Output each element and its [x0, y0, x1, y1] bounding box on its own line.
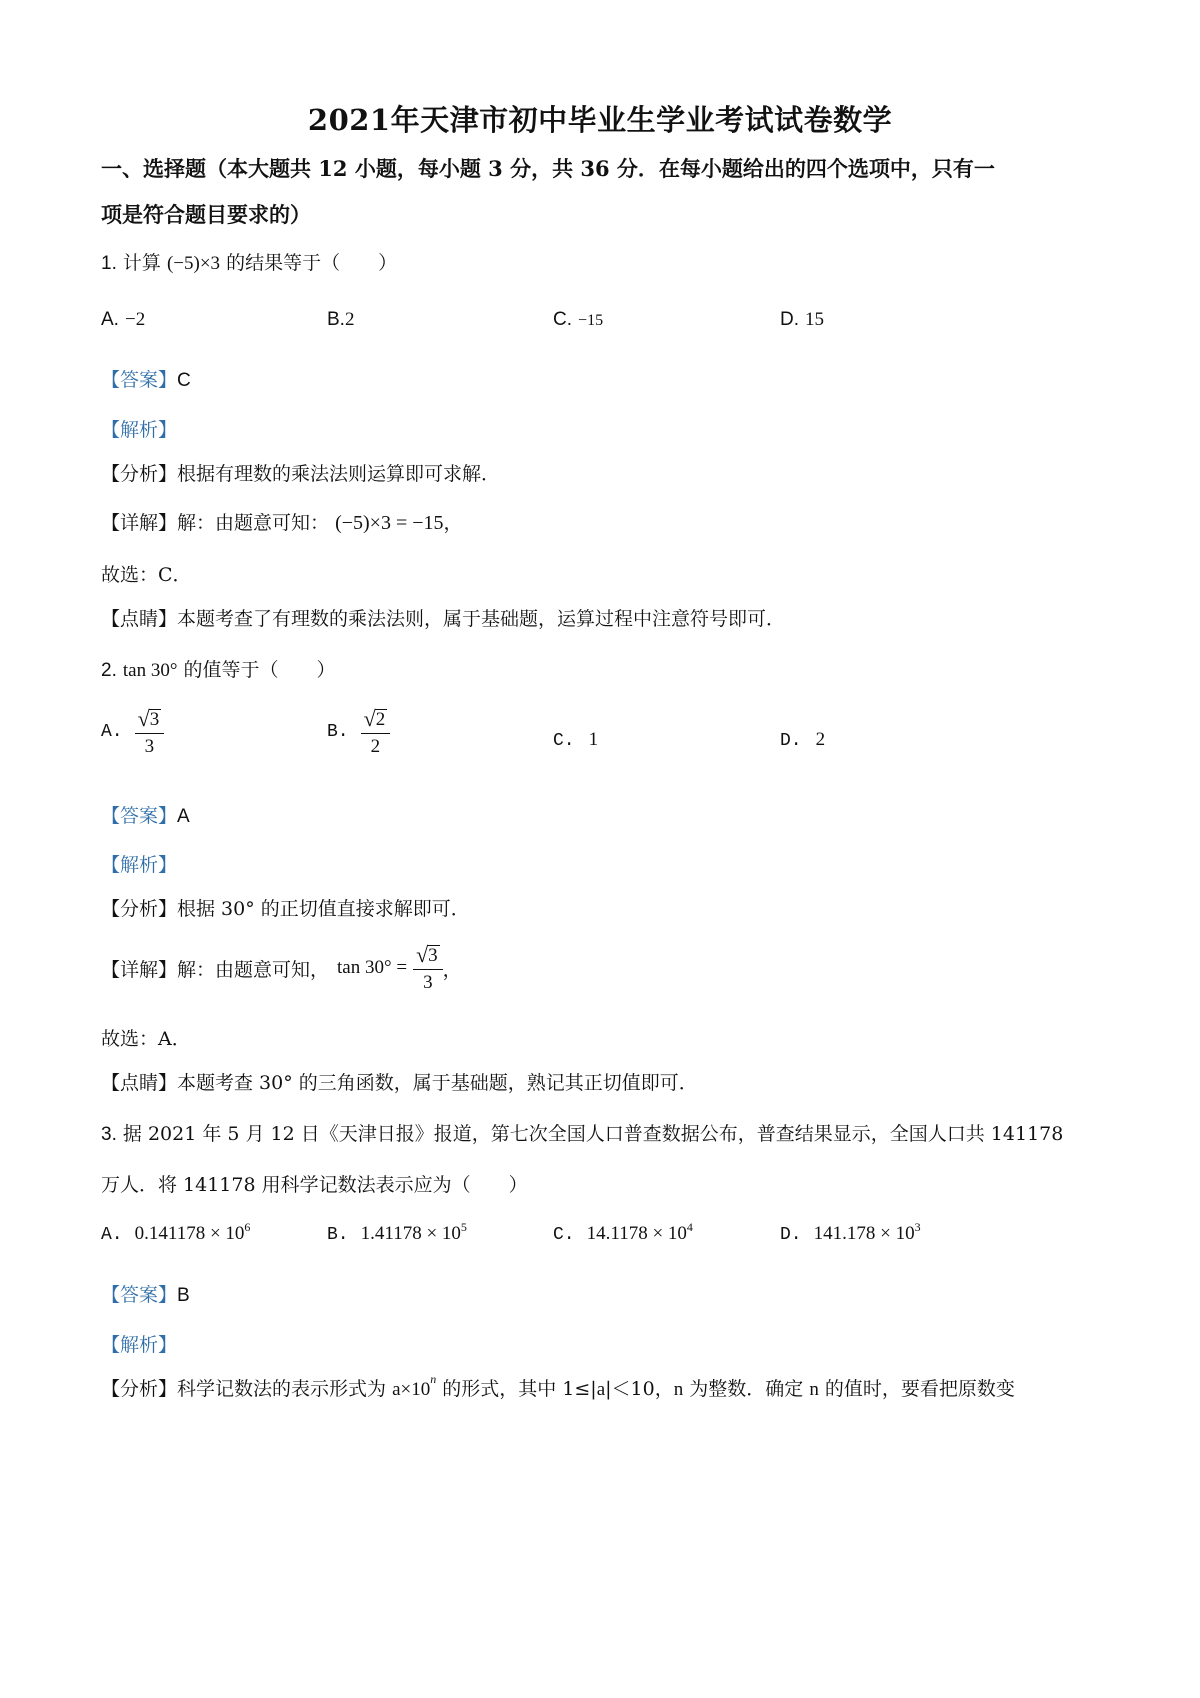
q2-detail — [101, 944, 462, 993]
q2-option-a — [101, 708, 164, 757]
q1-analysis — [101, 459, 500, 486]
q2-analysis-text: 根据 30° 的正切值直接求解即可． — [177, 898, 470, 920]
q1-detail-expression: (−5)×3 = −15 — [335, 512, 444, 534]
q1-analysis-tag: 【分析】 — [101, 463, 178, 485]
q3-analysis-text-d: 为整数．确定 — [683, 1378, 810, 1400]
q1-stem — [101, 248, 397, 275]
q1-option-b-label: B. — [327, 309, 345, 330]
q3-option-a-mantissa: 0.141178 × 10 — [134, 1223, 245, 1244]
q1-analysis-text: 根据有理数的乘法法则运算即可求解． — [177, 463, 501, 485]
q2-option-d-value: 2 — [815, 729, 826, 750]
q2-option-c — [553, 728, 598, 751]
q3-option-a-label: A. — [101, 1225, 123, 1245]
q1-detail-post: ， — [443, 512, 463, 534]
q2-answer — [101, 801, 190, 828]
q1-option-d-label: D. — [780, 309, 799, 330]
q3-option-b-mantissa: 1.41178 × 10 — [360, 1223, 461, 1244]
q2-analysis-tag: 【分析】 — [101, 898, 178, 920]
q1-answer — [101, 365, 191, 392]
q3-option-c-label: C. — [553, 1225, 575, 1245]
q2-stem-post: 的值等于（ ） — [183, 659, 336, 681]
q3-analysis-var-a2: a — [596, 1379, 606, 1400]
q2-option-a-label: A. — [101, 722, 123, 743]
q2-remark-text: 本题考查 30° 的三角函数，属于基础题，熟记其正切值即可． — [177, 1072, 698, 1094]
q2-detail-fraction: √ 3 3 — [413, 944, 443, 993]
q1-option-d — [780, 308, 824, 331]
q3-analysis-text-c: |＜10， — [605, 1378, 674, 1400]
q3-option-a — [101, 1222, 250, 1245]
q3-stem-text1: 据 2021 年 5 月 12 日《天津日报》报道，第七次全国人口普查数据公布，普查结果显示，全国人口共 141178 — [122, 1123, 1064, 1145]
q3-analysis-exp-n: n — [430, 1372, 437, 1386]
q1-stem-post: 的结果等于（ ） — [226, 252, 398, 274]
q2-answer-tag: 【答案】 — [101, 806, 178, 827]
q1-remark-tag: 【点睛】 — [101, 608, 178, 630]
q3-analysis-text-e: 的值时，要看把原数变 — [818, 1378, 1015, 1400]
q2-detail-post: ， — [442, 958, 462, 981]
q3-option-a-exponent: 6 — [244, 1220, 251, 1234]
q3-stem-line1 — [101, 1119, 1063, 1146]
q3-answer-value: B — [177, 1285, 190, 1306]
q3-analysis-text-b: 的形式，其中 1≤| — [436, 1378, 597, 1400]
q1-remark-text: 本题考查了有理数的乘法法则，属于基础题，运算过程中注意符号即可． — [177, 608, 786, 630]
q3-analysis-times-ten: ×10 — [400, 1379, 431, 1400]
q3-jiexi-tag: 【解析】 — [101, 1335, 178, 1356]
q2-option-a-denominator: 3 — [144, 735, 155, 757]
q3-option-b — [327, 1222, 467, 1245]
q2-detail-expression: tan 30° = — [337, 957, 408, 979]
q2-detail-denominator: 3 — [423, 971, 433, 993]
q1-detail-tag: 【详解】 — [101, 512, 178, 534]
q2-option-d-label: D. — [780, 731, 802, 751]
q2-option-b-numerator: 2 — [375, 709, 386, 731]
q1-option-c — [553, 308, 603, 331]
q2-option-b — [327, 708, 390, 757]
section-heading-line2: 项是符合题目要求的） — [101, 202, 311, 227]
q2-option-d — [780, 728, 825, 751]
q1-detail-pre: 解：由题意可知： — [177, 512, 330, 534]
q2-option-b-denominator: 2 — [370, 735, 381, 757]
section-heading-line1: 一、选择题（本大题共 12 小题，每小题 3 分，共 36 分．在每小题给出的四个选项中，只有一 — [101, 156, 995, 181]
q3-option-c-exponent: 4 — [686, 1220, 693, 1234]
q2-answer-value: A — [177, 806, 190, 827]
q2-stem — [101, 655, 336, 682]
q2-option-c-label: C. — [553, 731, 575, 751]
q1-option-d-value: 15 — [805, 309, 825, 330]
q3-option-b-label: B. — [327, 1225, 349, 1245]
q3-option-c-mantissa: 14.1178 × 10 — [586, 1223, 687, 1244]
q1-answer-tag: 【答案】 — [101, 370, 178, 391]
q1-detail — [101, 508, 463, 535]
q2-detail-pre: 解：由题意可知， — [177, 958, 330, 981]
q1-remark — [101, 604, 785, 631]
q2-analysis — [101, 894, 470, 921]
q2-choice: 故选：A． — [101, 1028, 191, 1050]
q3-analysis-text-a: 科学记数法的表示形式为 — [177, 1378, 393, 1400]
q1-choice: 故选：C． — [101, 564, 192, 586]
q1-expression: (−5)×3 — [166, 253, 221, 274]
q1-option-b — [327, 308, 354, 331]
q1-stem-pre: 计算 — [122, 252, 161, 274]
q2-remark — [101, 1068, 698, 1095]
q3-analysis-var-a: a — [392, 1379, 401, 1400]
page-title: 2021年天津市初中毕业生学业考试试卷数学 — [307, 103, 893, 137]
q2-number: 2. — [101, 660, 117, 681]
q1-option-a-value: −2 — [125, 309, 146, 330]
q3-option-d-label: D. — [780, 1225, 802, 1245]
q2-option-c-value: 1 — [588, 729, 599, 750]
q1-option-a-label: A. — [101, 309, 119, 330]
q3-answer-tag: 【答案】 — [101, 1285, 178, 1306]
q1-option-c-label: C. — [553, 309, 572, 330]
q1-answer-value: C — [177, 370, 191, 391]
q3-option-d-exponent: 3 — [914, 1220, 921, 1234]
q3-stem-line2: 万人．将 141178 用科学记数法表示应为（ ） — [101, 1174, 528, 1196]
q2-expression: tan 30° — [122, 660, 178, 681]
q3-option-d — [780, 1222, 921, 1245]
q1-number: 1. — [101, 253, 117, 274]
q2-remark-tag: 【点睛】 — [101, 1072, 178, 1094]
q2-detail-tag: 【详解】 — [101, 958, 178, 981]
q2-option-a-numerator: 3 — [149, 709, 160, 731]
q3-option-d-mantissa: 141.178 × 10 — [813, 1223, 915, 1244]
q2-jiexi-tag: 【解析】 — [101, 855, 178, 876]
q1-jiexi-tag: 【解析】 — [101, 420, 178, 441]
q3-option-b-exponent: 5 — [460, 1220, 467, 1234]
q1-option-c-value: −15 — [578, 312, 604, 329]
q3-number: 3. — [101, 1124, 117, 1145]
q2-detail-numerator: 3 — [428, 945, 438, 967]
q2-option-a-fraction: √ 3 3 — [135, 708, 165, 757]
q3-answer — [101, 1280, 190, 1307]
q3-analysis-tag: 【分析】 — [101, 1378, 178, 1400]
q3-analysis — [101, 1374, 1015, 1401]
q3-analysis-var-n2: n — [809, 1379, 819, 1400]
q1-option-b-value: 2 — [344, 309, 355, 330]
q3-analysis-var-n: n — [673, 1379, 684, 1400]
q2-option-b-label: B. — [327, 722, 349, 743]
q1-option-a — [101, 308, 145, 331]
q3-option-c — [553, 1222, 693, 1245]
q2-option-b-fraction: √ 2 2 — [361, 708, 391, 757]
